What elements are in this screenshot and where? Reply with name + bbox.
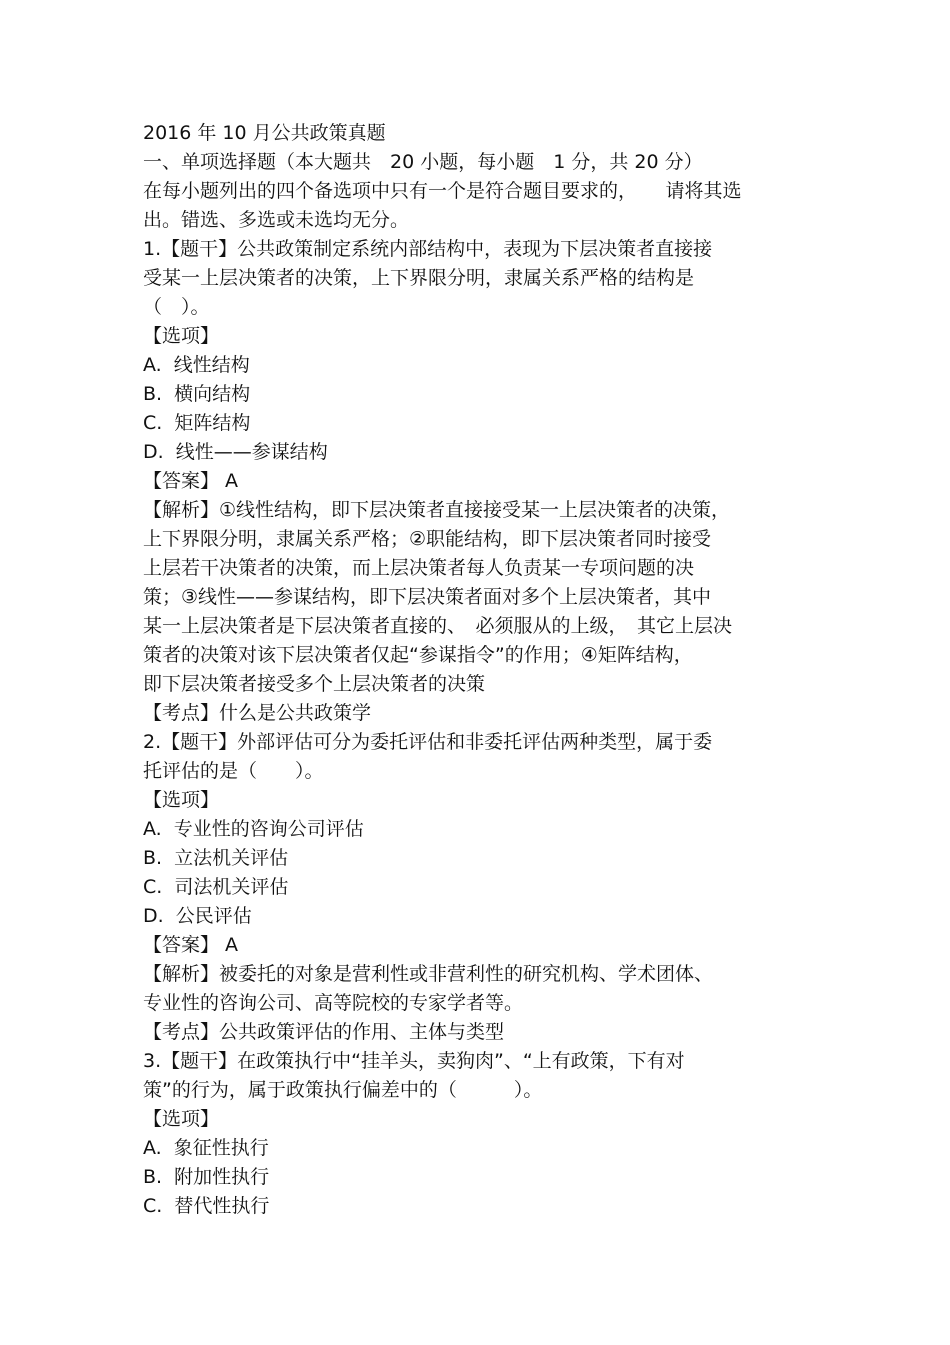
document-body xyxy=(143,119,813,1221)
option-c: C. 矩阵结构 xyxy=(143,412,251,434)
options-label: 【选项】 xyxy=(143,789,220,811)
analysis-line: 【解析】①线性结构，即下层决策者直接接受某一上层决策者的决策， xyxy=(143,499,731,521)
question-stem-line: 策”的行为，属于政策执行偏差中的（ ）。 xyxy=(143,1079,543,1101)
analysis-line: 上下界限分明，隶属关系严格；②职能结构，即下层决策者同时接受 xyxy=(143,528,712,550)
analysis-line: 某一上层决策者是下层决策者直接的、 必须服从的上级， 其它上层决 xyxy=(143,615,733,637)
analysis-line: 【解析】被委托的对象是营利性或非营利性的研究机构、学术团体、 xyxy=(143,963,714,985)
question-stem-line: （ ）。 xyxy=(143,296,210,318)
key-point: 【考点】公共政策评估的作用、主体与类型 xyxy=(143,1021,505,1043)
option-d: D. 线性——参谋结构 xyxy=(143,441,328,463)
section-heading: 一、单项选择题（本大题共 20 小题，每小题 1 分，共 20 分） xyxy=(143,151,703,173)
question-stem-line: 受某一上层决策者的决策，上下界限分明，隶属关系严格的结构是 xyxy=(143,267,695,289)
analysis-line: 策；③线性——参谋结构，即下层决策者面对多个上层决策者，其中 xyxy=(143,586,712,608)
question-stem-line: 托评估的是（ ）。 xyxy=(143,760,324,782)
option-a: A. 专业性的咨询公司评估 xyxy=(143,818,364,840)
key-point: 【考点】什么是公共政策学 xyxy=(143,702,372,724)
question-3 xyxy=(143,1047,813,1221)
option-b: B. 立法机关评估 xyxy=(143,847,289,869)
option-c: C. 司法机关评估 xyxy=(143,876,289,898)
document-title: 2016 年 10 月公共政策真题 xyxy=(143,122,386,144)
analysis-line: 策者的决策对该下层决策者仅起“参谋指令”的作用；④矩阵结构， xyxy=(143,644,693,666)
instructions-line: 出。错选、多选或未选均无分。 xyxy=(143,209,410,231)
option-d: D. 公民评估 xyxy=(143,905,252,927)
answer: 【答案】 A xyxy=(143,470,239,492)
option-c: C. 替代性执行 xyxy=(143,1195,270,1217)
question-stem-line: 1.【题干】公共政策制定系统内部结构中，表现为下层决策者直接接 xyxy=(143,238,713,260)
option-a: A. 线性结构 xyxy=(143,354,250,376)
analysis-line: 即下层决策者接受多个上层决策者的决策 xyxy=(143,673,486,695)
option-a: A. 象征性执行 xyxy=(143,1137,269,1159)
options-label: 【选项】 xyxy=(143,325,220,347)
analysis-line: 专业性的咨询公司、高等院校的专家学者等。 xyxy=(143,992,524,1014)
question-2 xyxy=(143,728,813,1047)
option-b: B. 横向结构 xyxy=(143,383,251,405)
question-stem-line: 3.【题干】在政策执行中“挂羊头，卖狗肉”、“上有政策，下有对 xyxy=(143,1050,685,1072)
answer: 【答案】 A xyxy=(143,934,239,956)
option-b: B. 附加性执行 xyxy=(143,1166,270,1188)
options-label: 【选项】 xyxy=(143,1108,220,1130)
instructions-line: 在每小题列出的四个备选项中只有一个是符合题目要求的， 请将其选 xyxy=(143,180,742,202)
question-stem-line: 2.【题干】外部评估可分为委托评估和非委托评估两种类型，属于委 xyxy=(143,731,713,753)
question-1 xyxy=(143,235,813,728)
analysis-line: 上层若干决策者的决策，而上层决策者每人负责某一专项问题的决 xyxy=(143,557,695,579)
